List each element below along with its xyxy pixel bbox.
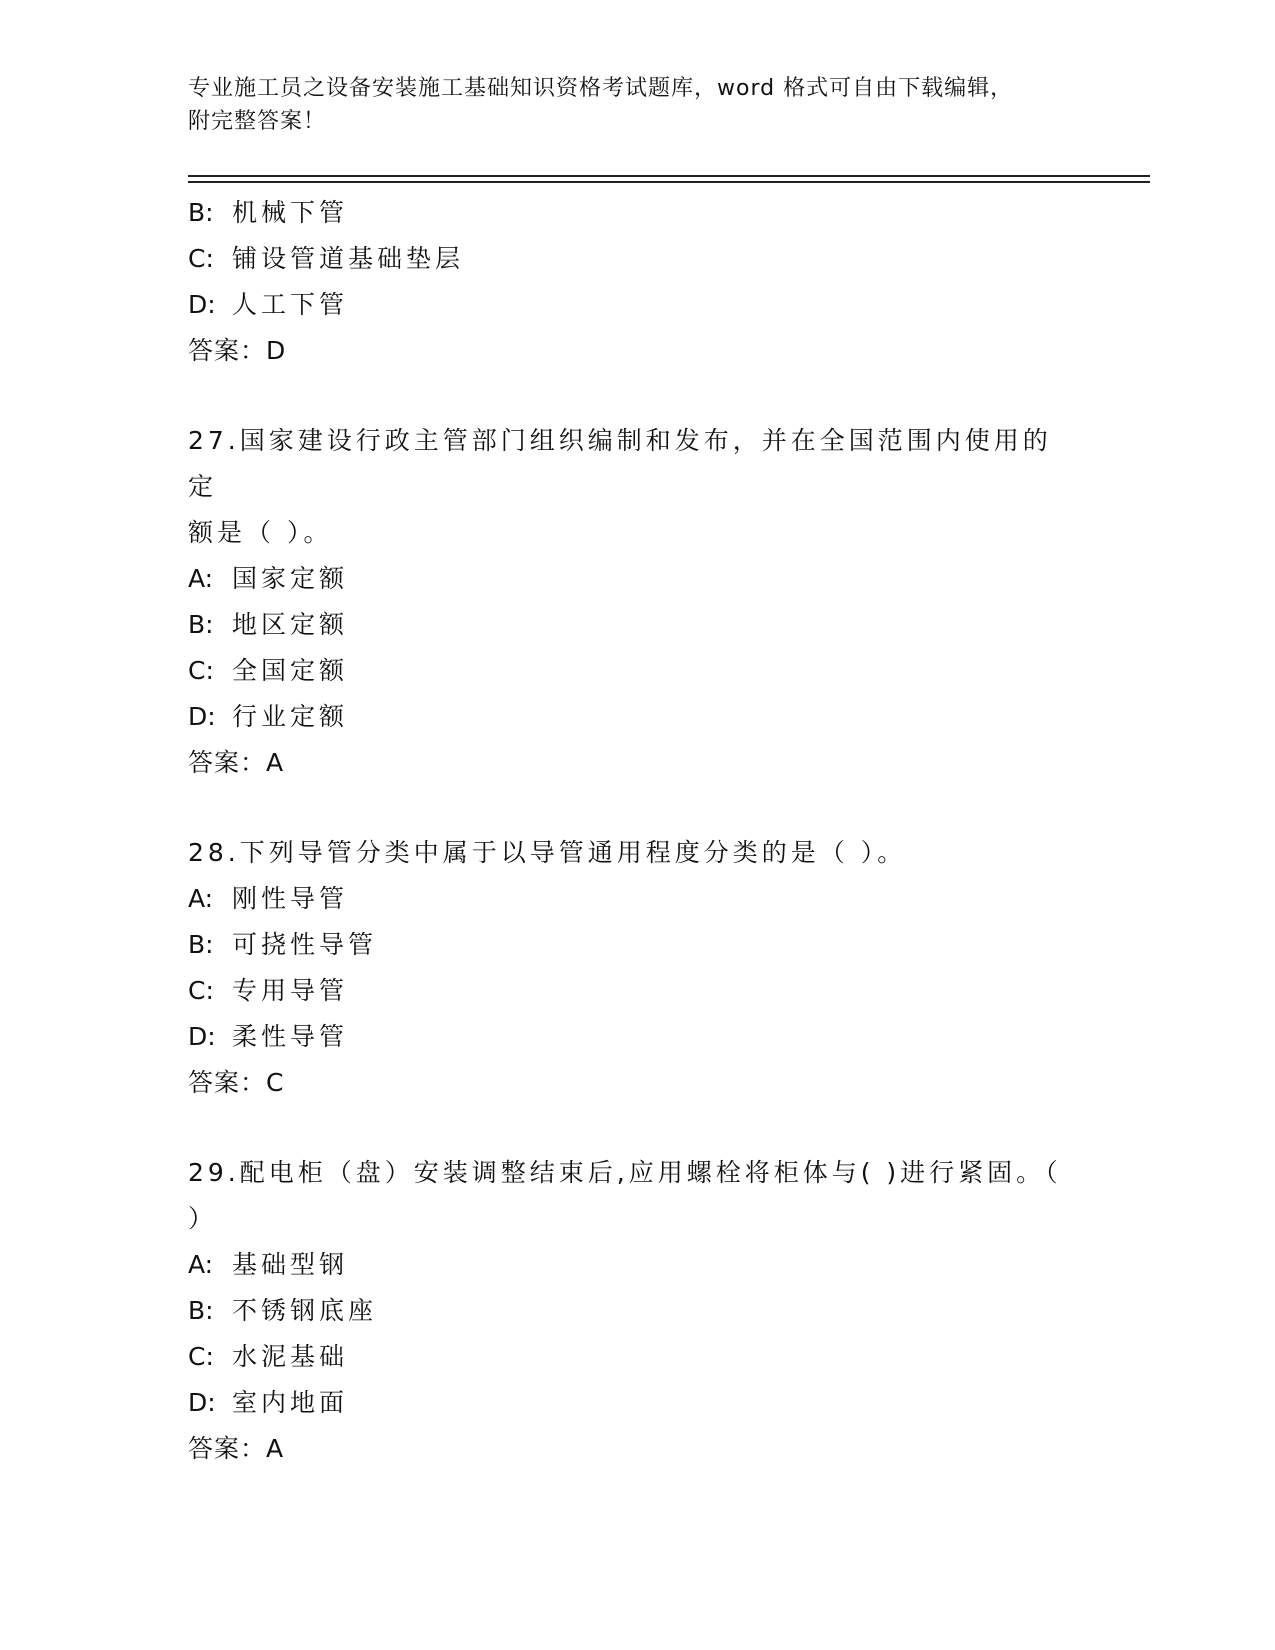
option-key: C: <box>188 244 214 273</box>
option-d <box>188 282 1088 328</box>
question-stem-line-2: ） <box>188 1204 218 1233</box>
option-text: 国家定额 <box>232 564 349 593</box>
option-d <box>188 694 1088 740</box>
option-a <box>188 876 1088 922</box>
question-stem <box>188 830 1078 876</box>
option-d <box>188 1380 1088 1426</box>
question-29 <box>188 1150 1088 1472</box>
option-key: A: <box>188 1250 214 1279</box>
option-text: 可挠性导管 <box>232 930 378 959</box>
option-text: 刚性导管 <box>232 884 349 913</box>
header-divider-top <box>188 175 1150 177</box>
answer: 答案：C <box>188 1068 285 1097</box>
option-key: D: <box>188 702 216 731</box>
option-text: 全国定额 <box>232 656 349 685</box>
option-key: D: <box>188 1022 216 1051</box>
option-b <box>188 1288 1088 1334</box>
header-line-2: 附完整答案！ <box>188 109 327 134</box>
option-c <box>188 236 1088 282</box>
option-key: D: <box>188 1388 216 1417</box>
option-c <box>188 648 1088 694</box>
option-key: B: <box>188 1296 214 1325</box>
question-stem-line-1: 28.下列导管分类中属于以导管通用程度分类的是（ ）。 <box>188 838 907 867</box>
option-key: C: <box>188 1342 214 1371</box>
option-text: 行业定额 <box>232 702 349 731</box>
option-text: 地区定额 <box>232 610 349 639</box>
option-text: 铺设管道基础垫层 <box>232 244 465 273</box>
option-key: C: <box>188 976 214 1005</box>
option-b <box>188 602 1088 648</box>
option-text: 专用导管 <box>232 976 349 1005</box>
document-header <box>188 72 1088 138</box>
option-text: 人工下管 <box>232 290 349 319</box>
option-text: 基础型钢 <box>232 1250 349 1279</box>
option-a <box>188 556 1088 602</box>
question-stem-line-1: 29.配电柜（盘）安装调整结束后,应用螺栓将柜体与( )进行紧固。（ <box>188 1158 1062 1187</box>
question-stem <box>188 418 1078 556</box>
header-divider-bottom <box>188 181 1150 183</box>
option-key: B: <box>188 198 214 227</box>
option-text: 不锈钢底座 <box>232 1296 378 1325</box>
option-key: D: <box>188 290 216 319</box>
option-key: C: <box>188 656 214 685</box>
option-key: A: <box>188 884 214 913</box>
option-a <box>188 1242 1088 1288</box>
answer: 答案：D <box>188 336 287 365</box>
option-key: B: <box>188 930 214 959</box>
question-27 <box>188 418 1088 786</box>
option-text: 机械下管 <box>232 198 349 227</box>
question-list <box>188 190 1088 1472</box>
option-c <box>188 968 1088 1014</box>
question-stem-line-1: 27.国家建设行政主管部门组织编制和发布，并在全国范围内使用的定 <box>188 426 1052 501</box>
answer: 答案：A <box>188 1434 285 1463</box>
header-line-1: 专业施工员之设备安装施工基础知识资格考试题库，word 格式可自由下载编辑， <box>188 76 1014 101</box>
option-text: 室内地面 <box>232 1388 349 1417</box>
option-b <box>188 190 1088 236</box>
option-c <box>188 1334 1088 1380</box>
option-key: A: <box>188 564 214 593</box>
option-text: 柔性导管 <box>232 1022 349 1051</box>
option-key: B: <box>188 610 214 639</box>
question-stem <box>188 1150 1078 1242</box>
answer: 答案：A <box>188 748 285 777</box>
option-text: 水泥基础 <box>232 1342 349 1371</box>
question-stem-line-2: 额是（ ）。 <box>188 518 333 547</box>
question-28 <box>188 830 1088 1106</box>
option-b <box>188 922 1088 968</box>
question-26-fragment <box>188 190 1088 374</box>
option-d <box>188 1014 1088 1060</box>
